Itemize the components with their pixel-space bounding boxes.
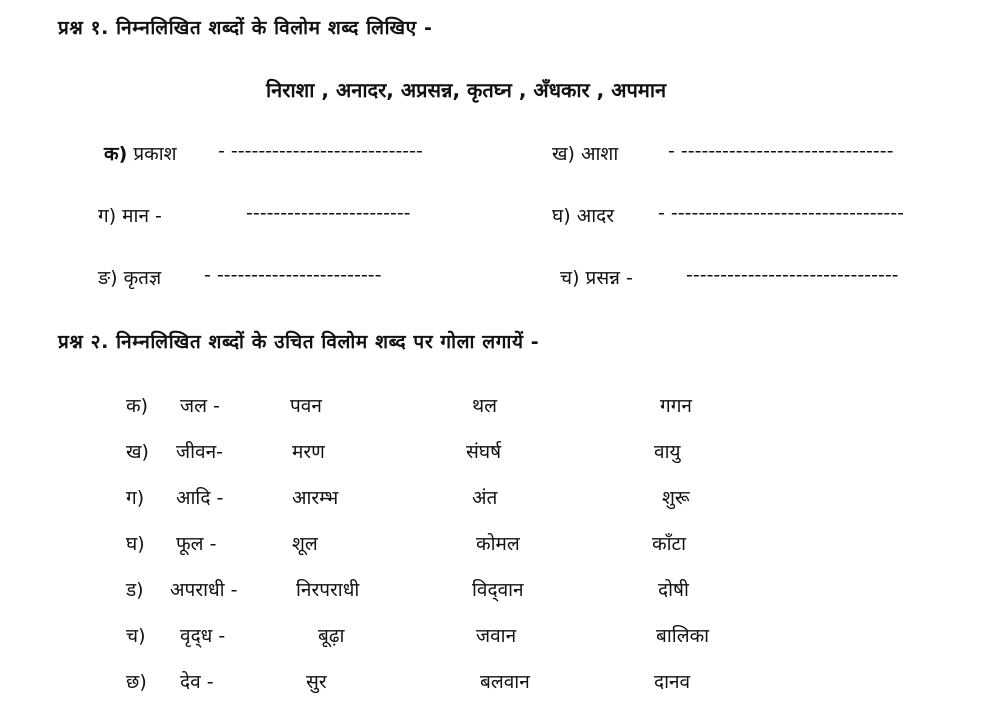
item-word: आदर — [576, 205, 614, 227]
q2-row-label: ख) — [126, 441, 149, 463]
q2-row-label: छ) — [126, 671, 147, 693]
q2-option[interactable]: निरपराधी — [296, 579, 360, 601]
q2-option[interactable]: शुरू — [662, 487, 690, 509]
item-label: ख) — [552, 143, 575, 165]
question-1-title: प्रश्न १. निम्नलिखित शब्दों के विलोम शब्द लिखिए - — [58, 17, 433, 39]
q2-row-label: ग) — [126, 487, 145, 509]
q2-option[interactable]: थल — [472, 395, 498, 417]
q2-row-label: घ) — [126, 533, 145, 555]
q2-option[interactable]: कोमल — [476, 533, 520, 555]
q1-blank-ka[interactable]: - ---------------------------- — [218, 140, 423, 162]
item-label: ङ) — [98, 267, 118, 289]
q1-item-ka — [104, 140, 177, 166]
word-bank: निराशा , अनादर, अप्रसन्न, कृतघ्न , अँधकार , अपमान — [266, 78, 667, 102]
item-word: प्रसन्न - — [585, 267, 633, 289]
q1-blank-kha[interactable]: - ------------------------------- — [668, 140, 894, 162]
item-word: मान - — [122, 205, 162, 227]
q1-item-kha — [552, 140, 618, 166]
q1-blank-cha[interactable]: ------------------------------- — [686, 264, 899, 286]
q2-row-word: वृद्‌ध - — [180, 625, 226, 647]
q2-row-word: जीवन- — [176, 441, 223, 463]
q2-row-word: आदि - — [176, 487, 224, 509]
q2-option[interactable]: दोषी — [658, 579, 689, 601]
q1-item-nga — [98, 264, 161, 290]
q2-option[interactable]: विद्‌वान — [472, 579, 524, 601]
item-word: कृतज्ञ — [123, 267, 162, 289]
question-2-title: प्रश्न २. निम्नलिखित शब्दों के उचित विलोम शब्द पर गोला लगायें - — [58, 331, 540, 353]
q2-option[interactable]: संघर्ष — [466, 441, 502, 463]
q2-row-label: ड) — [126, 579, 144, 601]
q2-row-word: अपराधी - — [170, 579, 238, 601]
q1-item-gha — [552, 202, 614, 228]
q1-item-ga — [98, 202, 162, 228]
q2-option[interactable]: दानव — [654, 671, 691, 693]
q2-option[interactable]: अंत — [472, 487, 498, 509]
q2-row-word: फूल - — [176, 533, 217, 555]
q2-row-label: च) — [126, 625, 146, 647]
q2-option[interactable]: गगन — [660, 395, 692, 417]
q2-row-word: देव - — [180, 671, 214, 693]
q2-option[interactable]: काँटा — [652, 533, 687, 555]
item-label: क) — [104, 143, 128, 165]
q2-row-word: जल - — [180, 395, 220, 417]
q2-row-label: क) — [126, 395, 149, 417]
q2-option[interactable]: पवन — [290, 395, 322, 417]
q1-blank-gha[interactable]: - ---------------------------------- — [658, 202, 904, 224]
q2-option[interactable]: वायु — [654, 441, 681, 463]
q1-blank-ga[interactable]: ------------------------ — [246, 202, 411, 224]
q2-option[interactable]: मरण — [292, 441, 325, 463]
q2-option[interactable]: शूल — [292, 533, 318, 555]
q1-blank-nga[interactable]: - ------------------------ — [204, 264, 382, 286]
q2-option[interactable]: बालिका — [656, 625, 710, 647]
q2-option[interactable]: बूढ़ा — [318, 625, 345, 647]
item-label: घ) — [552, 205, 571, 227]
item-word: प्रकाश — [133, 143, 177, 165]
item-label: च) — [560, 267, 580, 289]
q1-item-cha — [560, 264, 633, 290]
q2-option[interactable]: सुर — [306, 671, 327, 693]
q2-option[interactable]: बलवान — [480, 671, 530, 693]
item-word: आशा — [581, 143, 619, 165]
item-label: ग) — [98, 205, 117, 227]
q2-option[interactable]: जवान — [476, 625, 517, 647]
q2-option[interactable]: आरम्भ — [292, 487, 339, 509]
